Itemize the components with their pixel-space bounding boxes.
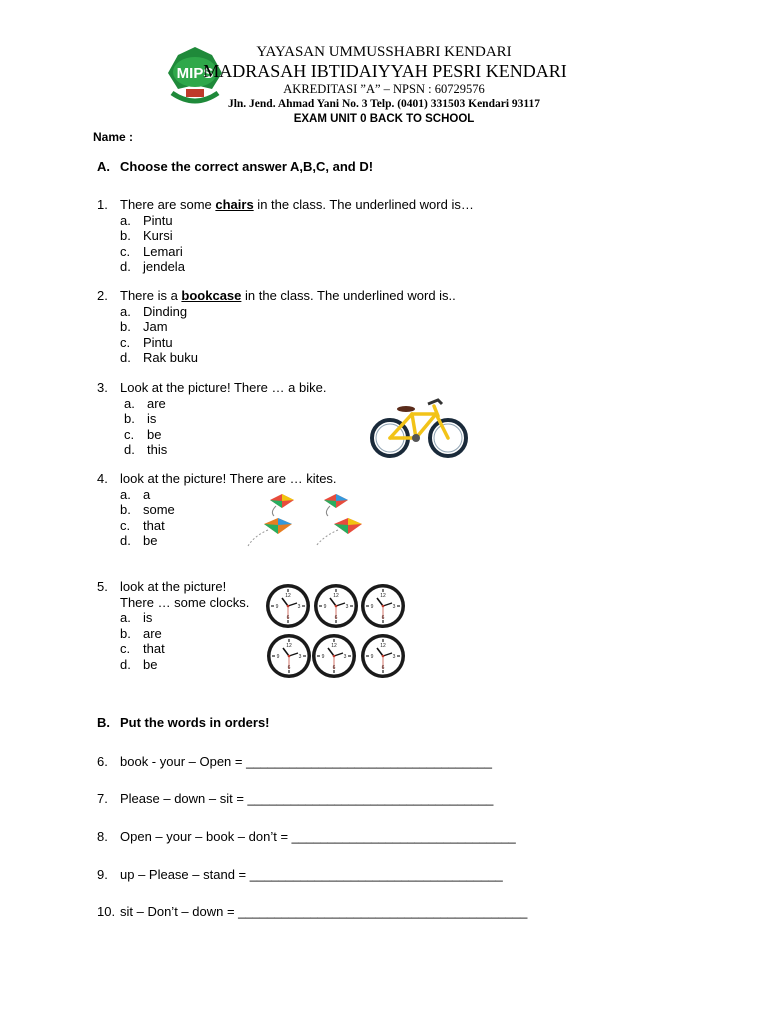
- option-d: d. this: [124, 442, 168, 457]
- underlined-word: bookcase: [181, 288, 242, 303]
- school-address: Jln. Jend. Ahmad Yani No. 3 Telp. (0401) 331503 Kendari 93117: [227, 98, 541, 110]
- question-text: Look at the picture! There … a bike.: [120, 380, 327, 395]
- option-b: b. Jam: [120, 319, 168, 334]
- question-text-line-2: There … some clocks.: [120, 594, 250, 610]
- kite-icon: [248, 518, 292, 546]
- item-number: 10.: [97, 904, 116, 919]
- question-text: There is a bookcase in the class. The underlined word is..: [120, 288, 456, 303]
- item-number: 7.: [97, 791, 108, 806]
- option-c: c. that: [120, 641, 165, 656]
- option-b: b. are: [120, 625, 162, 641]
- question-number: 4.: [97, 471, 108, 486]
- clock-icon: [312, 634, 356, 678]
- item-text: up – Please – stand = ___________________________________: [120, 867, 503, 882]
- item-text: book - your – Open = __________________________________: [120, 754, 492, 769]
- section-b-title: Put the words in orders!: [120, 715, 270, 730]
- question-number: 1.: [97, 197, 108, 212]
- option-d: d. Rak buku: [120, 350, 198, 365]
- option-d: d. be: [120, 533, 158, 548]
- section-a-title: Choose the correct answer A,B,C, and D!: [120, 159, 374, 174]
- question-text: look at the picture! There are … kites.: [120, 471, 337, 486]
- clock-icon: [266, 584, 310, 628]
- clock-icon: [361, 584, 405, 628]
- question-number: 3.: [97, 380, 108, 395]
- kite-icon: [324, 494, 348, 516]
- question-number: 5.: [97, 579, 108, 594]
- question-text: There are some chairs in the class. The underlined word is…: [120, 197, 474, 212]
- option-a: a. is: [120, 610, 153, 625]
- foundation-name: YAYASAN UMMUSSHABRI KENDARI: [256, 44, 512, 60]
- option-d: d. jendela: [120, 259, 185, 274]
- school-name: MADRASAH IBTIDAIYYAH PESRI KENDARI: [203, 61, 567, 81]
- item-text: Please – down – sit = __________________________________: [120, 791, 494, 806]
- kite-icon: [316, 518, 362, 546]
- option-a: a. a: [120, 486, 151, 502]
- clock-icon: [314, 584, 358, 628]
- option-d: d. be: [120, 656, 158, 672]
- clocks-image: 12 3 6 9: [264, 582, 408, 680]
- logo-lettering: MIPS: [176, 65, 214, 82]
- option-c: c. that: [120, 517, 165, 533]
- option-b: b. is: [124, 411, 157, 426]
- exam-title: EXAM UNIT 0 BACK TO SCHOOL: [293, 113, 475, 125]
- option-b: b. some: [120, 502, 175, 517]
- item-number: 9.: [97, 867, 108, 882]
- name-label: Name :: [93, 130, 134, 144]
- option-c: c. be: [124, 426, 162, 442]
- kites-image: [240, 490, 366, 552]
- section-a-letter: A.: [97, 159, 110, 174]
- underlined-word: chairs: [215, 197, 254, 212]
- option-c: c. Lemari: [120, 243, 183, 259]
- option-a: a. are: [124, 395, 166, 411]
- question-number: 2.: [97, 288, 108, 303]
- option-c: c. Pintu: [120, 334, 173, 350]
- bike-image: [368, 392, 470, 464]
- option-b: b. Kursi: [120, 228, 173, 243]
- question-text: look at the picture!: [120, 579, 227, 594]
- accreditation: AKREDITASI ”A” – NPSN : 60729576: [283, 82, 485, 96]
- clock-icon: [361, 634, 405, 678]
- item-text: sit – Don’t – down = ________________________________________: [120, 904, 528, 919]
- kite-icon: [270, 494, 294, 516]
- option-a: a. Pintu: [120, 212, 173, 228]
- item-number: 6.: [97, 754, 108, 769]
- clock-icon: [267, 634, 311, 678]
- item-number: 8.: [97, 829, 108, 844]
- section-b-letter: B.: [97, 715, 110, 730]
- item-text: Open – your – book – don’t = _______________________________: [120, 829, 516, 844]
- option-a: a. Dinding: [120, 303, 188, 319]
